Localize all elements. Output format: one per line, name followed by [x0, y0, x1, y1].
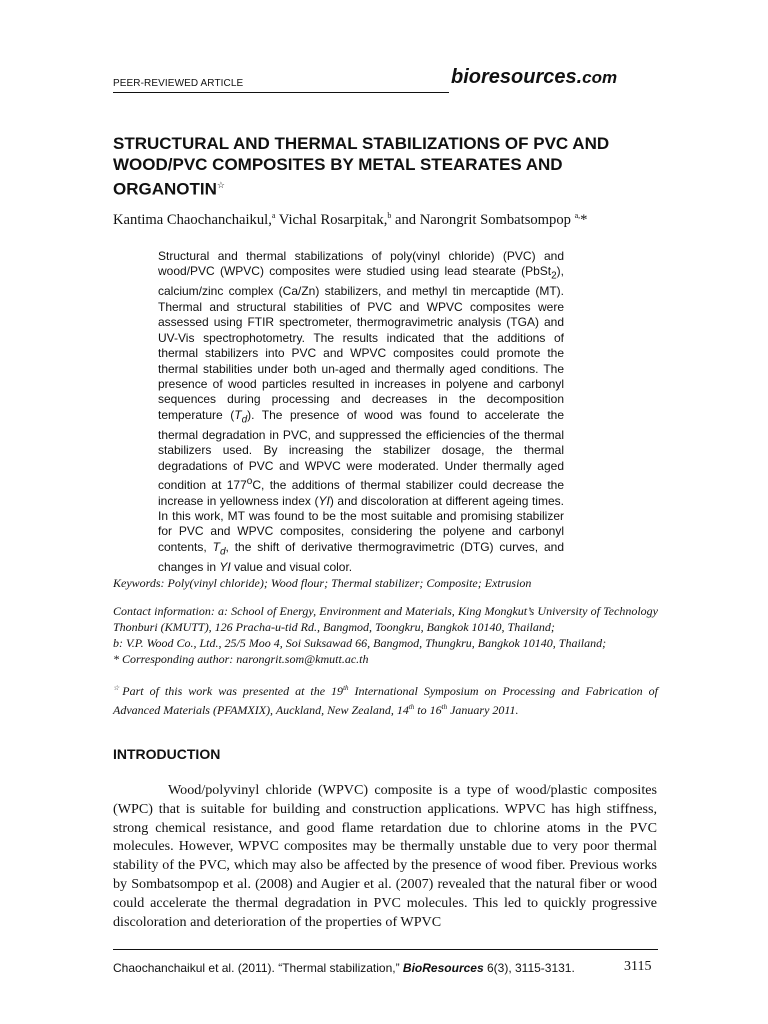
contact-information — [113, 603, 658, 667]
abstract-subscript: d — [241, 414, 248, 426]
footer-journal-name — [403, 961, 484, 975]
note-text: January 2011. — [447, 703, 519, 717]
author-name: Kantima Chaochanchaikul, — [113, 211, 272, 228]
abstract-superscript: o — [246, 476, 253, 488]
section-heading: INTRODUCTION — [113, 746, 221, 762]
affiliation-b: b: V.P. Wood Co., Ltd., 25/5 Moo 4, Soi Suksawad 66, Bangmod, Thungkru, Bangkok 10140, Thailand; — [113, 636, 607, 650]
abstract-segment: ). The presence of wood was found to accelerate the thermal degradation in PVC, and suppressed the efficiencies of the thermal stabilizers used. By increasing the stabilizer dosage, the thermal degradations of PVC and WPVC were moderated. Under thermally aged condition at 177 — [158, 407, 565, 493]
note-mark: ☆ — [113, 684, 123, 692]
abstract-segment: , the shift of derivative thermogravimetric (DTG) curves, and changes in — [158, 539, 565, 574]
footer-brand-bio: Bio — [402, 961, 423, 975]
abstract-symbol: T — [212, 539, 220, 554]
note-superscript: th — [343, 684, 349, 692]
abstract-subscript: d — [219, 546, 226, 558]
citation-footer — [113, 961, 575, 975]
author-affiliation: b — [387, 211, 392, 220]
abstract-symbol: YI — [219, 559, 231, 574]
author-affiliation: a, — [574, 211, 581, 220]
note-text: to 16 — [414, 703, 442, 717]
article-title-text: STRUCTURAL AND THERMAL STABILIZATIONS OF PVC AND WOOD/PVC COMPOSITES BY METAL STEARATES AND ORGANOTIN — [113, 134, 610, 199]
title-footnote-mark: ☆ — [216, 180, 225, 190]
header-rule — [113, 92, 449, 93]
author-list — [113, 211, 673, 229]
abstract-segment: ), calcium/zinc complex (Ca/Zn) stabilizers, and methyl tin mercaptide (MT). Thermal and structural stabilities of PVC and WPVC composites were assessed using FTIR spectrometer, thermogravimetric analysis (TGA) and UV-Vis spectrophotometry. The results indicated that the additions of thermal stabilizers into PVC and WPVC composites could promote the thermal stabilities under both un-aged and thermally aged conditions. The presence of wood particles resulted in increases in polyene and carbonyl sequences during processing and decreases in the decomposition temperature ( — [158, 264, 564, 422]
journal-brand — [451, 66, 617, 89]
abstract-segment: value and visual color. — [230, 559, 353, 574]
note-superscript: th — [441, 703, 448, 711]
journal-brand-domain: com — [582, 68, 618, 87]
abstract-symbol: YI — [318, 493, 330, 508]
page-number: 3115 — [624, 959, 652, 974]
footer-brand-resources: Resources — [422, 961, 484, 975]
author-name: Vichal Rosarpitak, — [275, 211, 388, 228]
keywords: Keywords: Poly(vinyl chloride); Wood flour; Thermal stabilizer; Composite; Extrusion — [113, 576, 532, 590]
citation-text: Chaochanchaikul et al. (2011). “Thermal stabilization,” — [113, 961, 403, 975]
journal-brand-name: bioresources. — [451, 66, 583, 88]
corresponding-author: * Corresponding author: narongrit.som@kmutt.ac.th — [113, 652, 369, 666]
abstract-subscript: 2 — [551, 270, 557, 282]
author-name: and Narongrit Sombatsompop — [391, 211, 575, 228]
affiliation-a: Contact information: a: School of Energy, Environment and Materials, King Mongkut’s University of Technology Thonburi (KMUTT), 126 Pracha-u-tid Rd., Bangmod, Toongkru, Bangkok 10140, Thailand; — [113, 604, 658, 634]
abstract-segment: Structural and thermal stabilizations of poly(vinyl chloride) (PVC) and wood/PVC (WPVC) composites were studied using lead stearate (PbSt — [158, 249, 564, 279]
presentation-note — [113, 680, 658, 718]
abstract-text — [158, 249, 564, 575]
note-text: International Symposium on Processing and Fabrication of Advanced Materials (PFAMXIX), Auckland, New Zealand, 14 — [113, 684, 658, 717]
introduction-text: Wood/polyvinyl chloride (WPVC) composite is a type of wood/plastic composites (WPC) that is suitable for building and construction applications. WPVC has high stiffness, strong chemical resistance, and good flame retardation due to chlorine atoms in the PVC molecules. However, WPVC composites may be thermally unstable due to very poor thermal stability of the PVC, which may also be affected by the presence of wood fiber. Previous works by Sombatsompop et al. (2008) and Augier et al. (2007) revealed that the natural fiber or wood could accelerate the thermal degradation in PVC molecules. This led to quickly progressive discoloration and deterioration of the properties of WPVC — [113, 782, 657, 930]
corresponding-mark: * — [580, 211, 588, 228]
abstract-segment: ) and discoloration at different ageing times. In this work, MT was found to be the most suitable and promising stabilizer for PVC and WPVC composites, considering the polyene and carbonyl contents, — [158, 493, 564, 554]
abstract-symbol: T — [234, 407, 242, 422]
citation-volume: 6(3), 3115-3131. — [483, 961, 575, 975]
journal-section-label: PEER-REVIEWED ARTICLE — [113, 78, 244, 89]
abstract-segment: C, the additions of thermal stabilizer could decrease the increase in yellowness index ( — [158, 478, 565, 508]
abstract — [158, 249, 564, 575]
note-superscript: th — [408, 703, 415, 711]
article-title — [113, 133, 658, 200]
author-affiliation: a — [271, 211, 276, 220]
footer-rule — [113, 949, 658, 950]
introduction-paragraph — [113, 781, 657, 931]
note-text: Part of this work was presented at the 19 — [122, 684, 344, 698]
